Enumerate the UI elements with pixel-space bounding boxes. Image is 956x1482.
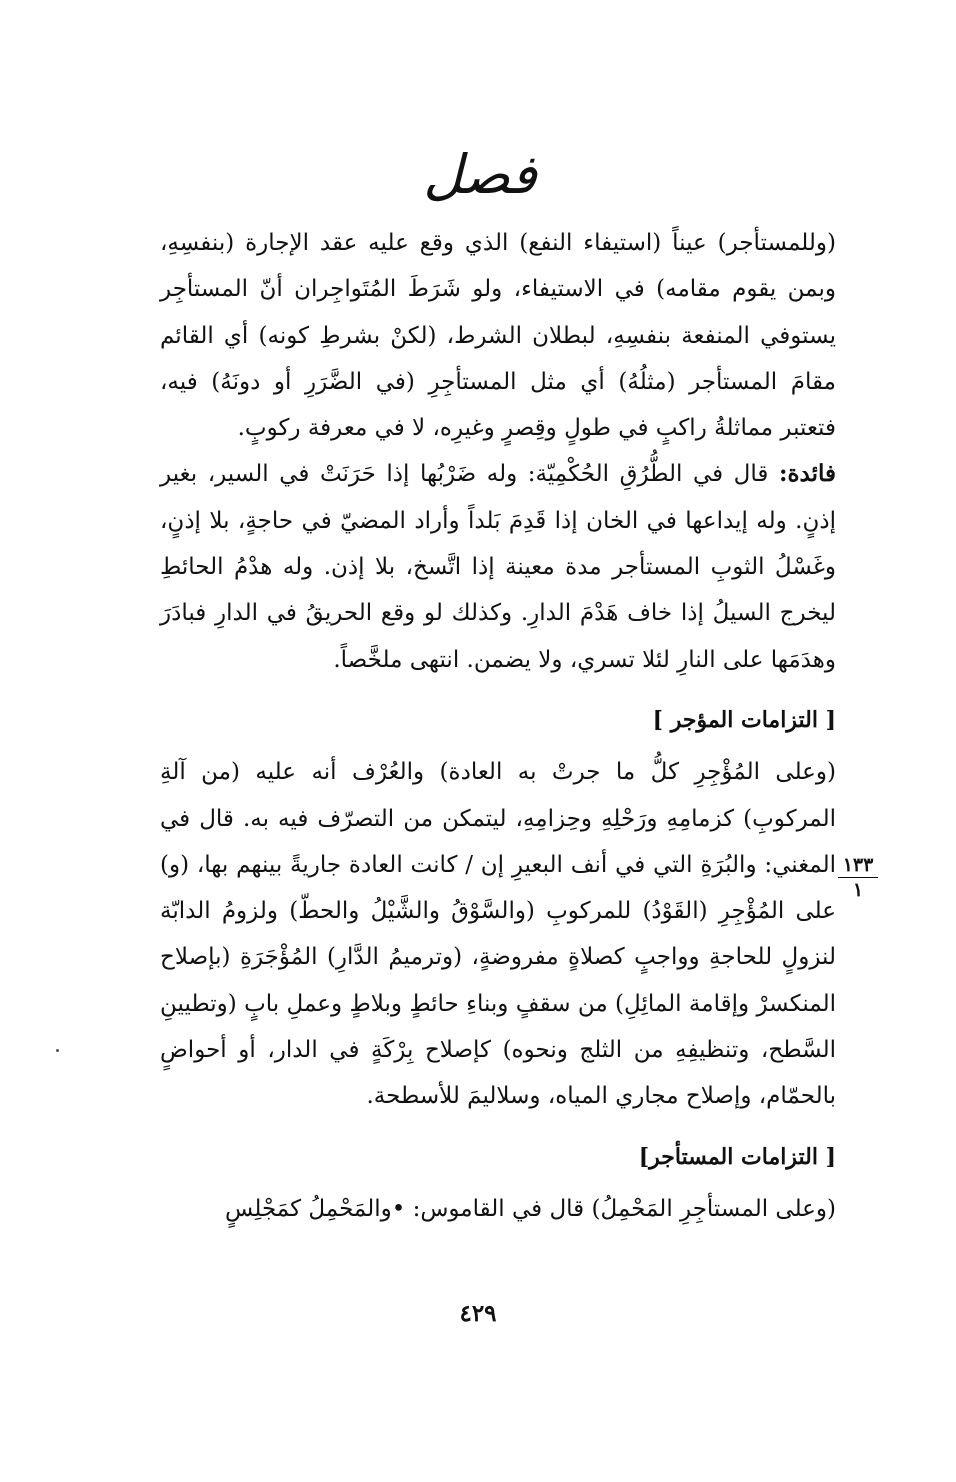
- paragraph-1: (وللمستأجر) عيناً (استيفاء النفع) الذي وقع عليه عقد الإجارة (بنفسِهِ، وبمن يقوم مقامه) في الاستيفاء، ولو شَرَطَ المُتَواجِران أنّ المستأجِر يستوفي المنفعة بنفسِهِ، لبطلان الشرط، (لكنْ بشرطِ كونه) أي القائم مقامَ المستأجر (مثلُهُ) أي مثل المستأجِرِ (في الضَّرَرِ أو دونَهُ) فيه، فتعتبر مماثلةُ راكبٍ في طولٍ وقِصرٍ وغيرِه، لا في معرفة ركوبٍ.: [160, 230, 836, 442]
- paragraph-4: (وعلى المستأجِرِ المَحْمِلُ) قال في القاموس: •والمَحْمِلُ كمَجْلِسٍ: [225, 1195, 836, 1222]
- margin-reference-top: ١٣٣: [838, 855, 878, 878]
- section-title: فصل: [423, 143, 537, 206]
- heading-lessee-obligations: [ التزامات المستأجر]: [638, 1143, 836, 1170]
- heading-lessor-obligations: [ التزامات المؤجر ]: [652, 706, 836, 733]
- paragraph-2: [160, 451, 836, 682]
- margin-reference: [838, 855, 878, 900]
- paragraph-2-text: قال في الطُّرُقِ الحُكْمِيّة: وله ضَرْبُها إذا حَرَنَتْ في السير، بغير إذنٍ. وله إيداعها في الخان إذا قَدِمَ بَلداً وأراد المضيّ في حاجةٍ، بلا إذنٍ، وغَسْلُ الثوبِ المستأجر مدة معينة إذا اتَّسخ، بلا إذن. وله هدْمُ الحائطِ ليخرج السيلُ إذا خاف هَدْمَ الدارِ. وكذلك لو وقع الحريقُ في الدارِ فبادَرَ وهدَمَها على النارِ لئلا تسري، ولا يضمن. انتهى ملخَّصاً.: [160, 461, 836, 673]
- faida-label: فائدة:: [778, 460, 836, 488]
- body-text: [160, 220, 836, 1232]
- page-number: ٤٢٩: [459, 1300, 497, 1327]
- margin-reference-bottom: ١: [852, 879, 864, 901]
- stray-mark: [56, 1049, 59, 1052]
- paragraph-3: (وعلى المُؤْجِرِ كلُّ ما جرتْ به العادة) والعُرْف أنه عليه (من آلةِ المركوبِ) كزمامِهِ ورَحْلِهِ وحِزامِهِ، ليتمكن من التصرّف فيه به. قال في المغني: والبُرَةِ التي في أنف البعيرِ إن / كانت العادة جاريةً بينهم بها، (و) على المُؤْجِرِ (القَوْدُ) للمركوبِ (والسَّوْقُ والشَّيْلُ والحطّ) ولزومُ الدابّة لنزولٍ للحاجةِ وواجبٍ كصلاةٍ مفروضةٍ، (وترميمُ الدَّارِ) المُؤْجَرَةِ (بإصلاح المنكسرْ وإقامة المائِلِ) من سقفٍ وبناءِ حائطٍ وبلاطٍ وعملِ بابٍ (وتطيينِ السَّطح، وتنظيفِهِ من الثلج ونحوه) كإصلاح بِرْكَةٍ في الدار، أو أحواضٍ بالحمّام، وإصلاح مجاري المياه، وسلاليمَ للأسطحة.: [160, 759, 836, 1110]
